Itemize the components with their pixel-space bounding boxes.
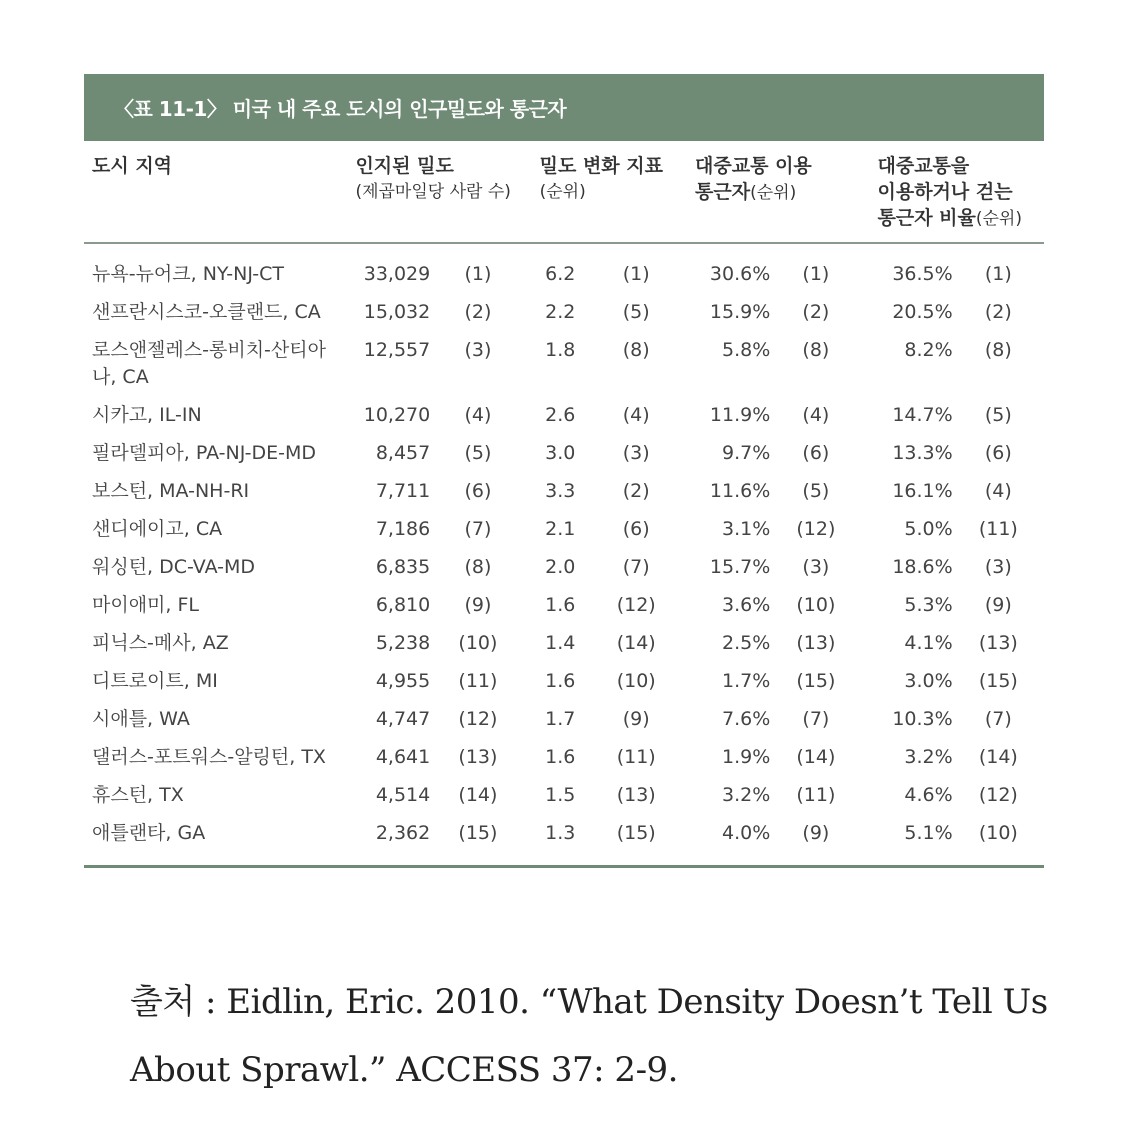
cell-transit-rank: (14)	[796, 746, 836, 768]
cell-density-rank: (9)	[464, 594, 492, 616]
cell-city: 마이애미, FL	[92, 594, 200, 616]
cell-walk-rank: (1)	[984, 263, 1012, 285]
cell-walk: 8.2%	[904, 339, 953, 361]
table-row	[84, 294, 1044, 332]
cell-walk: 14.7%	[892, 404, 953, 426]
cell-change: 1.8	[545, 339, 576, 361]
cell-transit-rank: (8)	[802, 339, 830, 361]
cell-transit: 3.2%	[721, 784, 771, 806]
cell-density-rank: (7)	[464, 518, 492, 540]
cell-change-rank: (12)	[616, 594, 656, 616]
data-table	[84, 141, 1044, 865]
cell-walk-rank: (7)	[984, 708, 1012, 730]
cell-walk: 20.5%	[892, 301, 953, 323]
header-transit: 대중교통 이용 통근자(순위)	[695, 155, 812, 203]
table-body	[84, 243, 1044, 865]
cell-transit-rank: (12)	[796, 518, 836, 540]
table-row	[84, 625, 1044, 663]
cell-change-rank: (6)	[622, 518, 650, 540]
table-row	[84, 243, 1044, 294]
cell-city: 필라델피아, PA-NJ-DE-MD	[92, 442, 317, 464]
cell-transit-rank: (3)	[802, 556, 830, 578]
cell-transit: 4.0%	[721, 822, 771, 844]
cell-transit-rank: (11)	[796, 784, 836, 806]
cell-walk: 4.6%	[904, 784, 953, 806]
cell-transit-rank: (2)	[802, 301, 830, 323]
cell-city: 로스앤젤레스-롱비치-산티아나, CA	[92, 339, 326, 388]
cell-walk-rank: (8)	[984, 339, 1012, 361]
cell-density-rank: (1)	[464, 263, 492, 285]
table-row	[84, 332, 1044, 397]
bottom-rule	[84, 865, 1044, 868]
cell-density-rank: (15)	[458, 822, 498, 844]
cell-walk-rank: (5)	[984, 404, 1012, 426]
cell-transit: 15.7%	[709, 556, 771, 578]
cell-walk-rank: (13)	[978, 632, 1018, 654]
cell-change-rank: (14)	[616, 632, 656, 654]
cell-density-rank: (13)	[458, 746, 498, 768]
table-row	[84, 739, 1044, 777]
table-row	[84, 587, 1044, 625]
cell-change-rank: (3)	[622, 442, 650, 464]
cell-walk-rank: (15)	[978, 670, 1018, 692]
cell-city: 휴스턴, TX	[92, 784, 184, 806]
table-title-bar	[84, 74, 1044, 141]
cell-change: 3.0	[545, 442, 576, 464]
header-row	[84, 141, 1044, 243]
cell-density: 7,711	[375, 480, 431, 502]
cell-density: 4,747	[375, 708, 431, 730]
cell-transit: 7.6%	[721, 708, 771, 730]
cell-density-rank: (4)	[464, 404, 492, 426]
cell-change: 1.5	[545, 784, 576, 806]
cell-change: 1.7	[545, 708, 576, 730]
cell-transit-rank: (10)	[796, 594, 836, 616]
source-citation: 출처 : Eidlin, Eric. 2010. “What Density Doesn’t Tell Us About Sprawl.” ACCESS 37: 2-9.	[130, 982, 1048, 1090]
cell-density: 6,835	[375, 556, 431, 578]
cell-transit: 11.9%	[709, 404, 771, 426]
cell-transit: 3.1%	[721, 518, 771, 540]
cell-walk-rank: (12)	[978, 784, 1018, 806]
cell-change-rank: (7)	[622, 556, 650, 578]
cell-density-rank: (5)	[464, 442, 492, 464]
header-density: 인지된 밀도 (제곱마일당 사람 수)	[355, 155, 511, 202]
cell-density: 33,029	[363, 263, 431, 285]
cell-walk: 5.1%	[904, 822, 953, 844]
cell-walk-rank: (2)	[984, 301, 1012, 323]
cell-city: 댈러스-포트워스-알링턴, TX	[92, 746, 326, 768]
cell-walk-rank: (11)	[978, 518, 1018, 540]
cell-transit-rank: (9)	[802, 822, 830, 844]
cell-transit: 2.5%	[721, 632, 771, 654]
table-row	[84, 435, 1044, 473]
header-city: 도시 지역	[92, 155, 173, 177]
cell-walk: 18.6%	[892, 556, 953, 578]
cell-change-rank: (8)	[622, 339, 650, 361]
table-container	[84, 74, 1044, 868]
table-row	[84, 815, 1044, 865]
table-row	[84, 397, 1044, 435]
cell-walk-rank: (9)	[984, 594, 1012, 616]
table-row	[84, 511, 1044, 549]
table-title: 〈표 11-1〉 미국 내 주요 도시의 인구밀도와 통근자	[114, 97, 567, 121]
cell-walk: 3.2%	[904, 746, 953, 768]
cell-density-rank: (11)	[458, 670, 498, 692]
cell-density: 8,457	[375, 442, 431, 464]
cell-change: 1.4	[545, 632, 576, 654]
cell-transit: 1.7%	[721, 670, 771, 692]
cell-density-rank: (14)	[458, 784, 498, 806]
cell-walk: 4.1%	[904, 632, 953, 654]
cell-transit-rank: (15)	[796, 670, 836, 692]
cell-transit-rank: (6)	[802, 442, 830, 464]
cell-transit: 15.9%	[709, 301, 771, 323]
cell-change-rank: (5)	[622, 301, 650, 323]
cell-change-rank: (10)	[616, 670, 656, 692]
cell-walk: 36.5%	[892, 263, 953, 285]
cell-walk: 10.3%	[892, 708, 953, 730]
cell-density: 5,238	[375, 632, 431, 654]
cell-change: 6.2	[545, 263, 576, 285]
cell-walk: 5.0%	[904, 518, 953, 540]
cell-city: 디트로이트, MI	[92, 670, 218, 692]
table-row	[84, 777, 1044, 815]
cell-city: 피닉스-메사, AZ	[92, 632, 229, 654]
cell-density-rank: (3)	[464, 339, 492, 361]
cell-transit: 1.9%	[721, 746, 771, 768]
cell-walk-rank: (4)	[984, 480, 1012, 502]
cell-change: 1.6	[545, 594, 576, 616]
cell-density: 6,810	[375, 594, 431, 616]
cell-walk-rank: (3)	[984, 556, 1012, 578]
cell-change-rank: (11)	[616, 746, 656, 768]
cell-transit-rank: (5)	[802, 480, 830, 502]
cell-change: 1.6	[545, 746, 576, 768]
header-walk: 대중교통을 이용하거나 걷는 통근자 비율(순위)	[877, 155, 1022, 229]
cell-change: 2.1	[545, 518, 576, 540]
cell-density: 15,032	[363, 301, 431, 323]
cell-density: 4,955	[375, 670, 431, 692]
cell-change-rank: (9)	[622, 708, 650, 730]
cell-walk-rank: (14)	[978, 746, 1018, 768]
cell-walk-rank: (10)	[978, 822, 1018, 844]
cell-transit: 5.8%	[721, 339, 771, 361]
cell-density-rank: (8)	[464, 556, 492, 578]
cell-walk: 5.3%	[904, 594, 953, 616]
cell-transit-rank: (7)	[802, 708, 830, 730]
cell-change: 2.0	[545, 556, 576, 578]
header-change: 밀도 변화 지표 (순위)	[539, 155, 663, 202]
cell-change: 2.2	[545, 301, 576, 323]
cell-city: 애틀랜타, GA	[92, 822, 206, 844]
cell-change-rank: (15)	[616, 822, 656, 844]
cell-change: 1.6	[545, 670, 576, 692]
cell-change-rank: (1)	[622, 263, 650, 285]
cell-density-rank: (10)	[458, 632, 498, 654]
cell-transit: 3.6%	[721, 594, 771, 616]
cell-density: 2,362	[375, 822, 431, 844]
cell-city: 뉴욕-뉴어크, NY-NJ-CT	[92, 263, 284, 285]
cell-walk-rank: (6)	[984, 442, 1012, 464]
cell-transit-rank: (4)	[802, 404, 830, 426]
cell-change-rank: (2)	[622, 480, 650, 502]
table-row	[84, 663, 1044, 701]
cell-density-rank: (12)	[458, 708, 498, 730]
cell-city: 시카고, IL-IN	[92, 404, 202, 426]
cell-density: 4,514	[375, 784, 431, 806]
cell-walk: 16.1%	[892, 480, 953, 502]
cell-city: 샌프란시스코-오클랜드, CA	[92, 301, 321, 323]
cell-change-rank: (13)	[616, 784, 656, 806]
table-row	[84, 549, 1044, 587]
cell-density: 10,270	[363, 404, 431, 426]
cell-density: 7,186	[375, 518, 431, 540]
cell-density-rank: (2)	[464, 301, 492, 323]
cell-density-rank: (6)	[464, 480, 492, 502]
cell-city: 워싱턴, DC-VA-MD	[92, 556, 256, 578]
cell-change: 1.3	[545, 822, 576, 844]
cell-city: 시애틀, WA	[92, 708, 190, 730]
table-row	[84, 701, 1044, 739]
cell-transit: 11.6%	[709, 480, 771, 502]
cell-change-rank: (4)	[622, 404, 650, 426]
cell-transit: 30.6%	[709, 263, 771, 285]
cell-change: 2.6	[545, 404, 576, 426]
cell-transit-rank: (13)	[796, 632, 836, 654]
cell-density: 4,641	[375, 746, 431, 768]
cell-city: 샌디에이고, CA	[92, 518, 223, 540]
cell-density: 12,557	[363, 339, 431, 361]
table-row	[84, 473, 1044, 511]
cell-city: 보스턴, MA-NH-RI	[92, 480, 250, 502]
cell-transit: 9.7%	[721, 442, 771, 464]
cell-walk: 13.3%	[892, 442, 953, 464]
cell-walk: 3.0%	[904, 670, 953, 692]
cell-transit-rank: (1)	[802, 263, 830, 285]
cell-change: 3.3	[545, 480, 576, 502]
